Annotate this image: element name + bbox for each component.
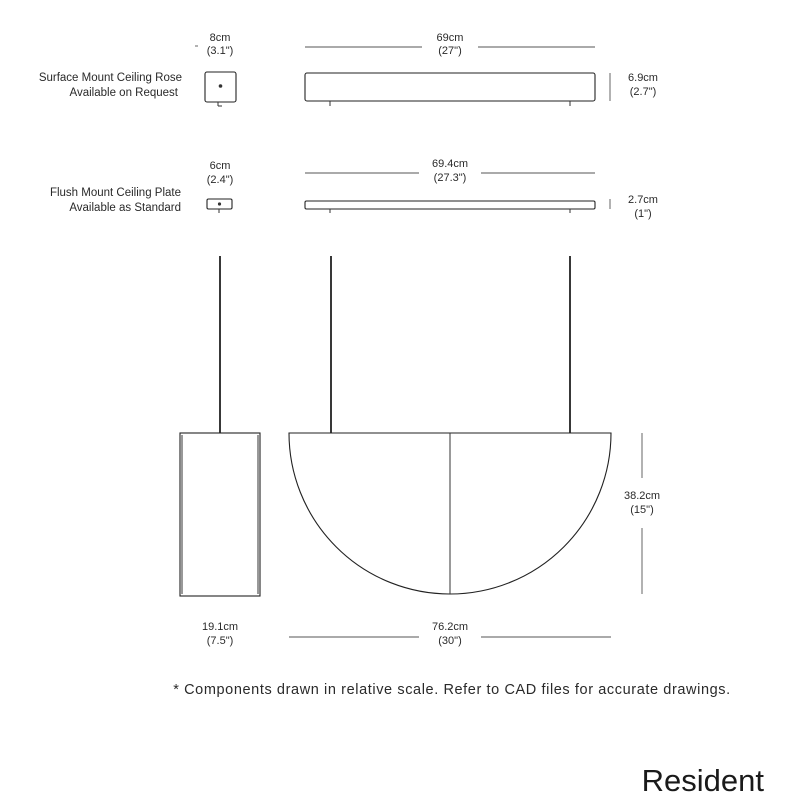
plate-length-metric: 69.4cm [431, 158, 469, 170]
rose-length-metric: 69cm [436, 32, 464, 44]
pendant-front-view [289, 256, 611, 594]
flush-mount-label-line1: Flush Mount Ceiling Plate [49, 187, 181, 199]
flush-mount-label-line2: Available as Standard [69, 202, 181, 214]
surface-mount-label-line1: Surface Mount Ceiling Rose [38, 72, 182, 84]
plate-width-metric: 6cm [209, 160, 231, 172]
shade-depth-imperial: (7.5") [206, 635, 234, 647]
rose-height-imperial: (2.7") [629, 86, 657, 98]
shade-height-metric: 38.2cm [623, 490, 661, 502]
plate-length-imperial: (27.3") [433, 172, 467, 184]
ceiling-rose-side-view [305, 73, 595, 106]
shade-height-imperial: (15") [630, 504, 654, 516]
rose-width-metric: 8cm [209, 32, 231, 44]
pendant-end-view [180, 256, 260, 596]
shade-width-metric: 76.2cm [431, 621, 469, 633]
rose-width-imperial: (3.1") [206, 45, 234, 57]
shade-width-imperial: (30") [438, 635, 462, 647]
plate-width-imperial: (2.4") [206, 174, 234, 186]
ceiling-plate-end-view [207, 199, 232, 213]
shade-depth-metric: 19.1cm [201, 621, 239, 633]
ceiling-rose-end-view [205, 72, 236, 106]
rose-height-metric: 6.9cm [628, 72, 658, 84]
rose-length-imperial: (27") [438, 45, 462, 57]
scale-footnote: * Components drawn in relative scale. Refer to CAD files for accurate drawings. [173, 682, 731, 698]
brand-logo: Resident [641, 763, 764, 798]
surface-mount-label-line2: Available on Request [69, 87, 178, 99]
ceiling-plate-side-view [305, 201, 595, 213]
plate-height-imperial: (1") [634, 208, 652, 220]
plate-height-metric: 2.7cm [628, 194, 658, 206]
